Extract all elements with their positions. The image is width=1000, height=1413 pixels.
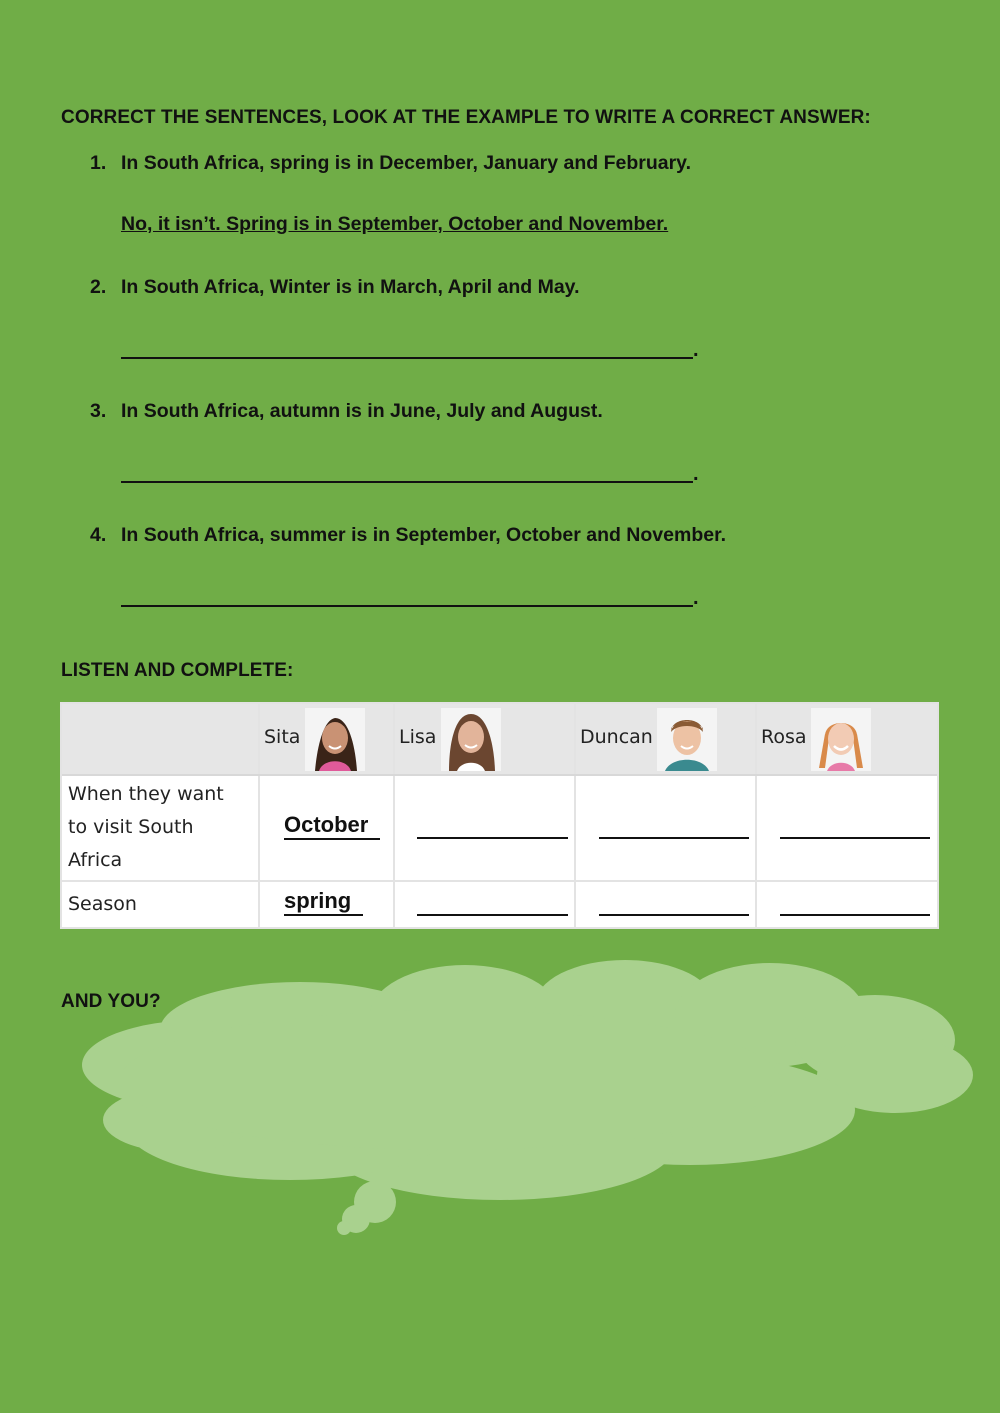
question-number: 1.: [90, 152, 107, 174]
person-name: Lisa: [399, 726, 437, 748]
answer-cell: [395, 882, 576, 927]
question-text: In South Africa, summer is in September, October and November.: [121, 524, 727, 546]
question-number: 2.: [90, 276, 107, 298]
girl-photo-icon: [305, 708, 365, 771]
question-text: In South Africa, autumn is in June, July and August.: [121, 400, 603, 422]
answer-blank-4[interactable]: [121, 605, 693, 607]
example-season: spring: [284, 888, 363, 916]
question-text: In South Africa, spring is in December, January and February.: [121, 152, 691, 174]
question-1: [90, 152, 691, 175]
answer-cell: [576, 776, 757, 880]
answer-cell: [757, 882, 937, 927]
answer-blank-period: .: [693, 587, 699, 609]
girl-photo-icon: [441, 708, 501, 771]
answer-cell: [757, 776, 937, 880]
answer-cell: [395, 776, 576, 880]
header-cell-sita: [260, 704, 395, 774]
answer-blank[interactable]: [599, 837, 749, 839]
answer-cell: [260, 882, 395, 927]
row-label-season: Season: [68, 893, 137, 915]
answer-blank[interactable]: [599, 914, 749, 916]
header-empty-cell: [62, 704, 260, 774]
person-name: Rosa: [761, 726, 807, 748]
answer-blank[interactable]: [417, 914, 568, 916]
example-answer: No, it isn’t. Spring is in September, October and November.: [121, 213, 669, 235]
question-2: [90, 276, 580, 299]
header-cell-duncan: [576, 704, 757, 774]
person-name: Duncan: [580, 726, 653, 748]
section-title-listen: LISTEN AND COMPLETE:: [61, 660, 294, 681]
section-title-correct: CORRECT THE SENTENCES, LOOK AT THE EXAMPLE TO WRITE A CORRECT ANSWER:: [61, 107, 871, 128]
answer-cell: [576, 882, 757, 927]
answer-blank[interactable]: [780, 914, 930, 916]
answer-blank-3[interactable]: [121, 481, 693, 483]
question-text: In South Africa, Winter is in March, April and May.: [121, 276, 580, 298]
answer-blank[interactable]: [780, 837, 930, 839]
answer-blank-period: .: [693, 339, 699, 361]
question-number: 3.: [90, 400, 107, 422]
answer-blank[interactable]: [417, 837, 568, 839]
question-3: [90, 400, 603, 423]
table-header-row: [62, 704, 937, 776]
header-cell-rosa: [757, 704, 937, 774]
girl-photo-icon: [811, 708, 871, 771]
answer-cell: [260, 776, 395, 880]
listen-table: [60, 702, 939, 929]
table-row: [62, 776, 937, 882]
row-label-cell: [62, 776, 260, 880]
table-row: [62, 882, 937, 927]
person-name: Sita: [264, 726, 301, 748]
boy-photo-icon: [657, 708, 717, 771]
row-label-visit: When they want to visit South Africa: [68, 783, 224, 871]
question-number: 4.: [90, 524, 107, 546]
header-cell-lisa: [395, 704, 576, 774]
question-4: [90, 524, 726, 547]
section-title-and-you: AND YOU?: [61, 991, 161, 1012]
row-label-cell: [62, 882, 260, 927]
example-month: October: [284, 812, 380, 840]
answer-blank-period: .: [693, 463, 699, 485]
answer-blank-2[interactable]: [121, 357, 693, 359]
